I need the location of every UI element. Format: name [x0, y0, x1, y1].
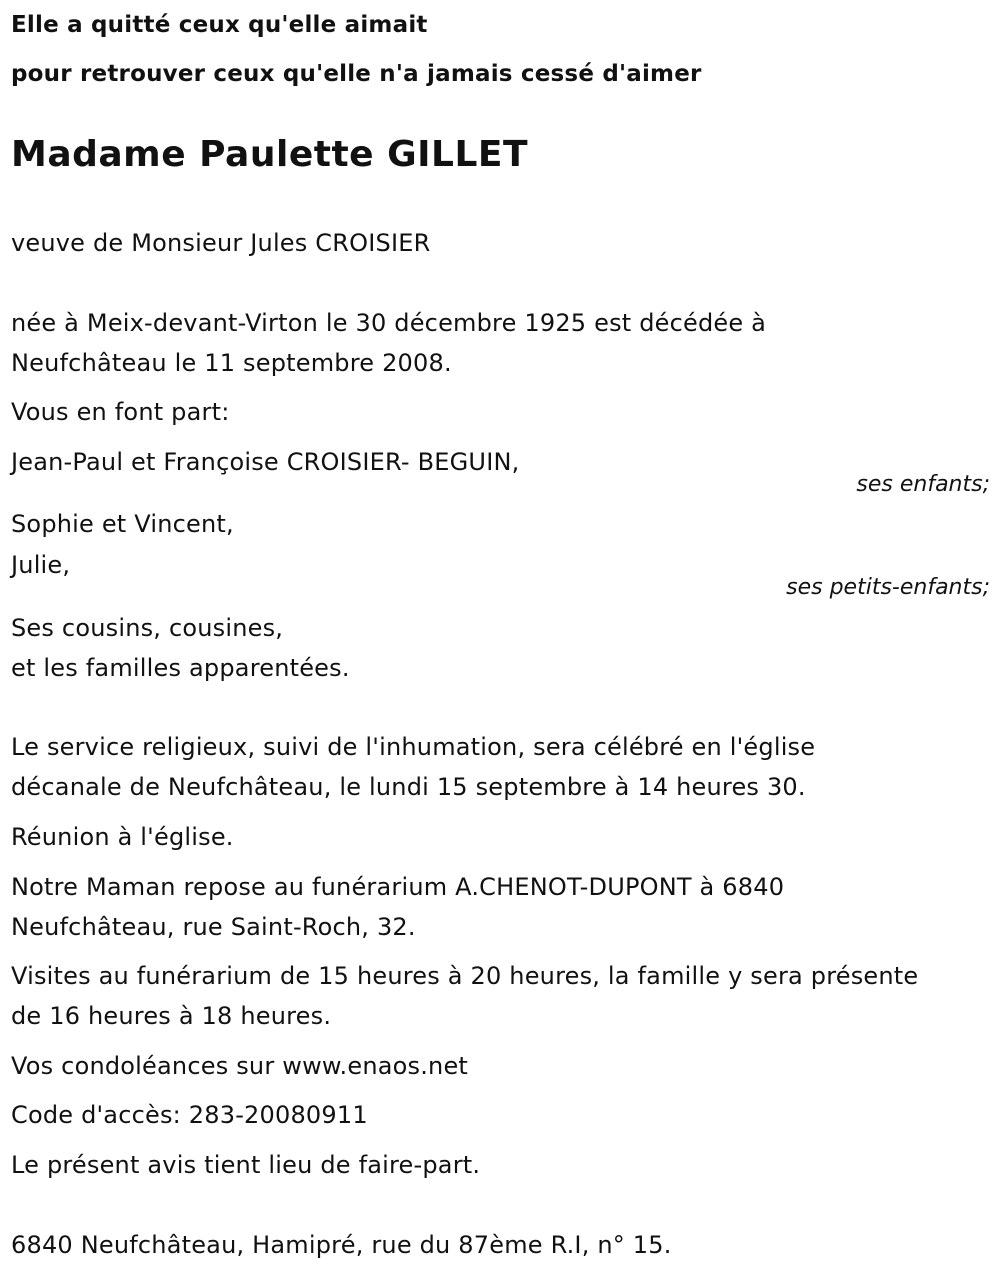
grandchildren-role: ses petits-enfants; [786, 575, 990, 600]
children-role: ses enfants; [856, 472, 990, 497]
epigraph-line-2: pour retrouver ceux qu'elle n'a jamais cessé d'aimer [11, 61, 702, 87]
grandchildren-line-1: Sophie et Vincent, [11, 510, 234, 538]
visits-line-1: Visites au funérarium de 15 heures à 20 heures, la famille y sera présente [11, 962, 919, 990]
service-line-1: Le service religieux, suivi de l'inhumation, sera célébré en l'église [11, 733, 816, 761]
condolences-line: Vos condoléances sur www.enaos.net [11, 1052, 469, 1080]
announcers-intro: Vous en font part: [11, 398, 230, 426]
children-names: Jean-Paul et Françoise CROISIER- BEGUIN, [11, 448, 520, 476]
meeting-line: Réunion à l'église. [11, 823, 234, 851]
cousins-line-1: Ses cousins, cousines, [11, 614, 284, 642]
rest-line-2: Neufchâteau, rue Saint-Roch, 32. [11, 913, 416, 941]
cousins-line-2: et les familles apparentées. [11, 654, 350, 682]
access-code-line: Code d'accès: 283-20080911 [11, 1101, 368, 1129]
notice-line: Le présent avis tient lieu de faire-part. [11, 1151, 481, 1179]
widow-of: veuve de Monsieur Jules CROISIER [11, 229, 431, 257]
birth-death-line-2: Neufchâteau le 11 septembre 2008. [11, 349, 452, 377]
address-line: 6840 Neufchâteau, Hamipré, rue du 87ème R.I, n° 15. [11, 1231, 672, 1259]
visits-line-2: de 16 heures à 18 heures. [11, 1002, 332, 1030]
rest-line-1: Notre Maman repose au funérarium A.CHENOT-DUPONT à 6840 [11, 873, 785, 901]
service-line-2: décanale de Neufchâteau, le lundi 15 septembre à 14 heures 30. [11, 773, 806, 801]
deceased-name: Madame Paulette GILLET [11, 134, 529, 175]
birth-death-line-1: née à Meix-devant-Virton le 30 décembre 1925 est décédée à [11, 309, 767, 337]
grandchildren-line-2: Julie, [11, 551, 71, 579]
epigraph-line-1: Elle a quitté ceux qu'elle aimait [11, 12, 428, 38]
